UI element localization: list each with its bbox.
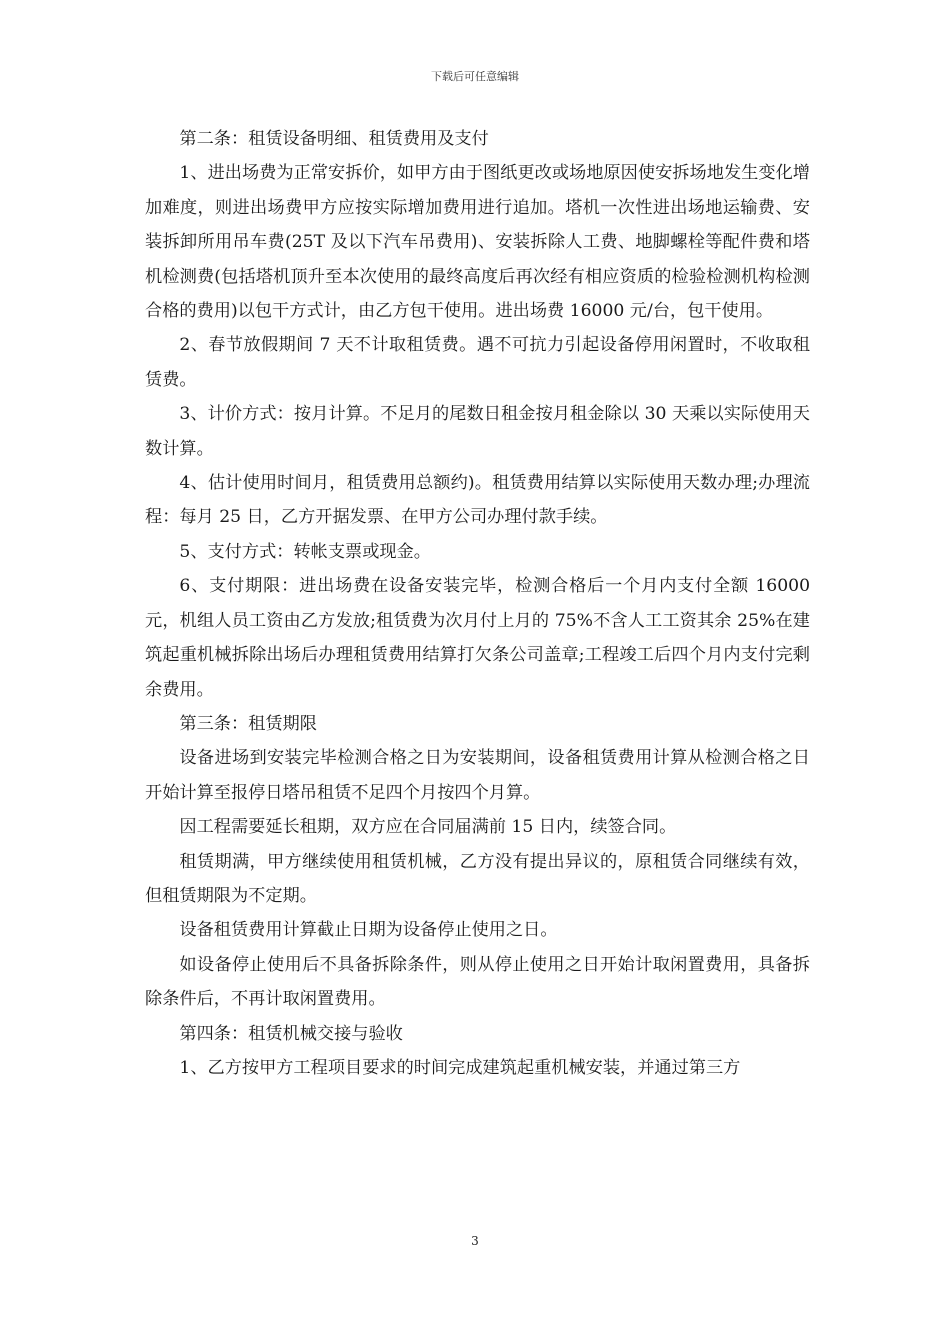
paragraph-payment-method: 5、支付方式：转帐支票或现金。 [179, 541, 431, 562]
paragraph-payment-term: 6、支付期限：进出场费在设备安装完毕，检测合格后一个月内支付全额 16000 元，机组人员工资由乙方发放;租赁费为次月付上月的 75%不含人工工资其余 25%在建筑起重机械拆除出场后办理租赁费用结算打欠条公司盖章;工程竣工后四个月内支付完剩余费用。 [145, 576, 810, 700]
section-heading-article-2: 第二条：租赁设备明细、租赁费用及支付 [179, 129, 489, 149]
document-body [145, 122, 810, 1085]
paragraph-idle-fee: 如设备停止使用后不具备拆除条件，则从停止使用之日开始计取闲置费用，具备拆除条件后，不再计取闲置费用。 [145, 954, 810, 1010]
section-heading-article-3: 第三条：租赁期限 [179, 713, 317, 734]
paragraph-estimated-usage: 4、估计使用时间月，租赁费用总额约)。租赁费用结算以实际使用天数办理;办理流程：每月 25 日，乙方开据发票、在甲方公司办理付款手续。 [145, 473, 810, 528]
paragraph-holiday: 2、春节放假期间 7 天不计取租赁费。遇不可抗力引起设备停用闲置时，不收取租赁费。 [145, 335, 810, 390]
page-number: 3 [471, 1234, 479, 1248]
paragraph-handover: 1、乙方按甲方工程项目要求的时间完成建筑起重机械安装，并通过第三方 [179, 1057, 741, 1078]
paragraph-lease-expiry: 租赁期满，甲方继续使用租赁机械，乙方没有提出异议的，原租赁合同继续有效，但租赁期限为不定期。 [145, 851, 810, 906]
paragraph-installation-period: 设备进场到安装完毕检测合格之日为安装期间，设备租赁费用计算从检测合格之日开始计算至报停日塔吊租赁不足四个月按四个月算。 [145, 748, 810, 803]
paragraph-entry-exit-fee: 1、进出场费为正常安拆价，如甲方由于图纸更改或场地原因使安拆场地发生变化增加难度，则进出场费甲方应按实际增加费用进行追加。塔机一次性进出场地运输费、安装拆卸所用吊车费(25T 及以下汽车吊费用)、安装拆除人工费、地脚螺栓等配件费和塔机检测费(包括塔机顶升至本次使用的最终高度后再次经有相应资质的检验检测机构检测合格的费用)以包干方式计，由乙方包干使用。进出场费 16000 元/台，包干使用。 [145, 163, 810, 322]
paragraph-extension: 因工程需要延长租期，双方应在合同届满前 15 日内，续签合同。 [179, 817, 677, 838]
paragraph-pricing-method: 3、计价方式：按月计算。不足月的尾数日租金按月租金除以 30 天乘以实际使用天数计算。 [145, 404, 810, 459]
section-heading-article-4: 第四条：租赁机械交接与验收 [179, 1023, 403, 1044]
page-header-note: 下载后可任意编辑 [431, 70, 519, 83]
paragraph-cutoff-date: 设备租赁费用计算截止日期为设备停止使用之日。 [179, 920, 558, 941]
